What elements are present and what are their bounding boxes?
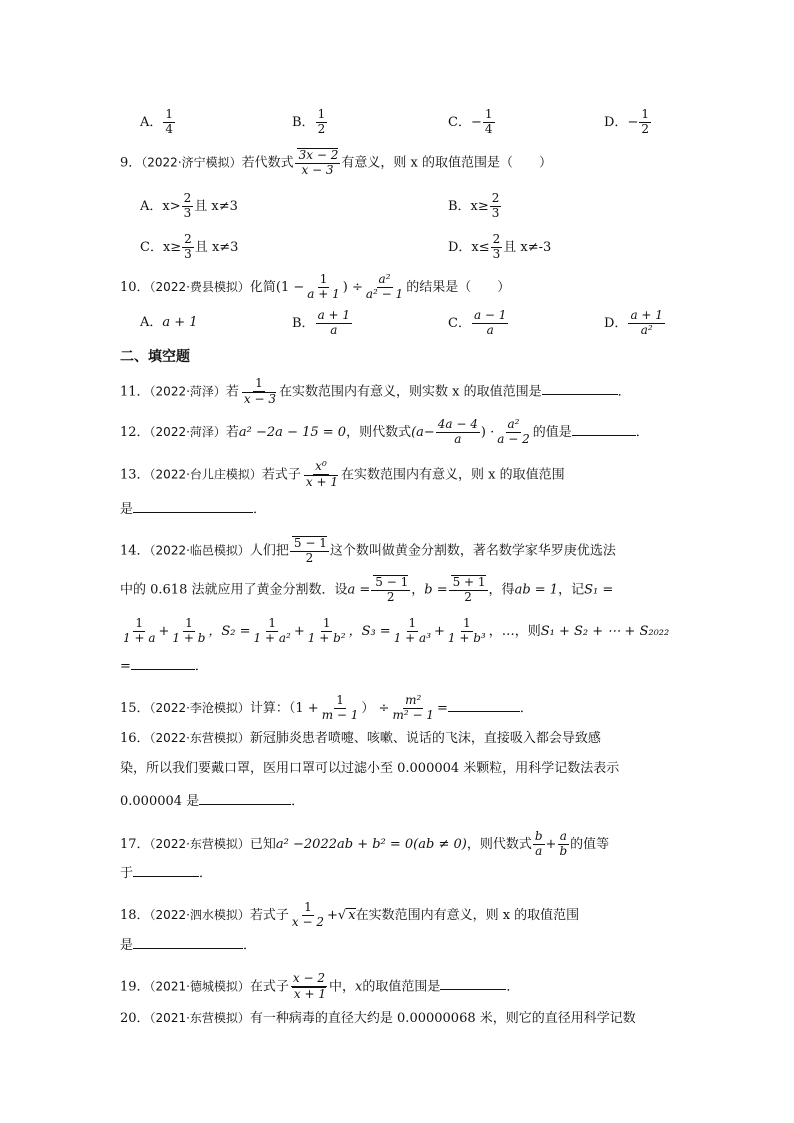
question-11: 11．（2022·菏泽）若 $\frac{1}{x - 3}$ 在实数范围内有意义，则实数 x 的取值范围是 ． — [120, 376, 631, 406]
fraction: $\frac{2}{3}$ — [184, 232, 192, 261]
fraction: $\frac{1}{1 + a}$ — [123, 616, 156, 645]
q8-option-d: D．− $\frac{1}{2}$ — [604, 107, 649, 136]
fraction: $\frac{1}{\text{1 + b²}}$ — [307, 616, 346, 645]
question-source: （2022·济宁模拟） — [141, 155, 242, 170]
question-source: （2022·费县模拟） — [149, 279, 250, 294]
question-10: 10．（2022·费县模拟）化简(1 − $\frac{1}{a + 1}$ ) ÷ $\frac{\text{a²}}{\text{a² − 1}}$ 的结果是（ ） — [120, 272, 511, 301]
fraction: $\frac{5 - 1}{2}$ — [290, 536, 329, 566]
fraction: $\frac{3x - 2}{x - 3}$ — [295, 148, 341, 178]
question-number: 20． — [120, 1011, 150, 1026]
question-source: （2022·东营模拟） — [149, 731, 250, 745]
fraction: $\frac{4a - 4}{a}$ — [437, 417, 478, 446]
question-number: 17． — [120, 836, 150, 852]
question-number: 13． — [120, 467, 150, 483]
fraction: $\frac{\text{a²}}{a - 2}$ — [497, 417, 530, 446]
fraction: $\frac{2}{3}$ — [491, 191, 500, 220]
fraction: $\frac{\text{m²}}{\text{m² − 1}}$ — [392, 693, 434, 722]
fraction: $\frac{1}{\text{1 + a³}}$ — [393, 616, 432, 645]
option-label: C． — [448, 114, 471, 130]
question-source: （2022·泗水模拟） — [149, 907, 250, 922]
question-number: 15． — [120, 700, 150, 716]
question-number: 9． — [120, 155, 142, 171]
question-18: 18．（2022·泗水模拟）若式子 $\frac{1}{x - 2}$ +√ x在实数范围内有意义，则 x 的取值范围 — [120, 900, 580, 929]
q9-option-a: A．x> $\frac{2}{3}$ 且 x≠3 — [140, 191, 238, 220]
q10-option-a: A．a + 1 — [140, 315, 198, 330]
fraction: $\frac{a + 1}{a}$ — [317, 308, 351, 337]
question-13-line-2: 是 ． — [120, 502, 267, 517]
fraction: $\frac{a - 1}{a}$ — [473, 308, 507, 337]
fraction: $\frac{1}{a + 1}$ — [307, 272, 340, 301]
question-14-line-2: 中的 0.618 法就应用了黄金分割数．设a = $\frac{5 - 1}{2}$ ，b = $\frac{5 + 1}{2}$ ，得ab = 1，记S₁ = — [120, 575, 614, 604]
option-label: D． — [604, 114, 628, 130]
fraction: $\frac{1}{2}$ — [641, 107, 649, 136]
q8-option-b — [292, 108, 328, 137]
question-source: （2022·临邑模拟） — [149, 543, 250, 558]
question-13: 13．（2022·台儿庄模拟）若式子 $\frac{\text{x⁰}}{x + 1}$ 在实数范围内有意义，则 x 的取值范围 — [120, 459, 565, 489]
question-source: （2022·菏泽） — [149, 384, 226, 399]
question-17-line-2: 于 ． — [120, 866, 213, 881]
answer-blank[interactable] — [440, 977, 506, 990]
question-number: 12． — [120, 424, 150, 440]
q10-option-b: B． $\frac{a + 1}{a}$ — [292, 308, 351, 337]
fraction: $\frac{b}{a}$ — [534, 829, 543, 858]
question-14: 14．（2022·临邑模拟）人们把 $\frac{5 - 1}{2}$ 这个数叫做黄金分割数，著名数学家华罗庚优选法 — [120, 536, 616, 565]
question-number: 10． — [120, 279, 150, 295]
question-source: （2022·李沧模拟） — [149, 700, 250, 715]
option-label: B． — [292, 114, 315, 130]
question-source: （2022·菏泽） — [149, 424, 226, 439]
question-14-line-4: = ． — [120, 659, 208, 674]
fraction: $\frac{1}{2}$ — [317, 107, 326, 136]
fraction: $\frac{1}{x - 3}$ — [243, 376, 277, 406]
question-16: 16．（2022·东营模拟）新冠肺炎患者喷嚏、咳嗽、说话的飞沫，直接吸入都会导致感 — [120, 731, 601, 746]
question-source: （2022·东营模拟） — [149, 836, 250, 851]
question-16-line-2: 染，所以我们要戴口罩，医用口罩可以过滤小至 0.000004 米颗粒，用科学记数法表示 — [120, 761, 620, 776]
fraction: $\frac{a + 1}{\text{a²}}$ — [630, 308, 663, 337]
question-9: 9．（2022·济宁模拟）若代数式 $\frac{3x - 2}{x - 3}$ 有意义，则 x 的取值范围是（ ） — [120, 148, 552, 177]
question-17: 17．（2022·东营模拟）已知a² −2022ab + b² = 0(ab ≠ 0)，则代数式 $\frac{b}{a}$ + $\frac{a}{b}$ 的值等 — [120, 829, 610, 858]
q10-option-c: C． $\frac{a - 1}{a}$ — [448, 308, 507, 337]
fraction: $\frac{1}{1 + b}$ — [172, 616, 206, 645]
answer-blank[interactable] — [133, 864, 199, 877]
answer-blank[interactable] — [448, 699, 520, 712]
option-label: A． — [140, 114, 163, 130]
question-15: 15．（2022·李沧模拟）计算：（1 + $\frac{1}{m - 1}$ ） ÷ $\frac{\text{m²}}{\text{m² − 1}}$ = ． — [120, 693, 533, 722]
answer-blank[interactable] — [133, 936, 243, 949]
answer-blank[interactable] — [199, 792, 291, 805]
question-12: 12．（2022·菏泽）若a² −2a − 15 = 0，则代数式(a− $\frac{4a - 4}{a}$ ) · $\frac{\text{a²}}{a - 2}$ 的值是 ． — [120, 417, 649, 446]
fraction: $\frac{1}{\text{1 + a²}}$ — [253, 616, 291, 645]
answer-blank[interactable] — [572, 423, 636, 436]
answer-blank[interactable] — [133, 500, 253, 513]
q9-option-d: D．x≤ $\frac{2}{3}$ 且 x≠-3 — [448, 232, 552, 261]
q9-option-c: C．x≥ $\frac{2}{3}$ 且 x≠3 — [140, 232, 239, 261]
question-16-line-3: 0.000004 是 ． — [120, 794, 305, 809]
fraction: $\frac{1}{4}$ — [484, 107, 493, 136]
fraction: $\frac{1}{x - 2}$ — [291, 900, 325, 929]
question-18-line-2: 是 ． — [120, 938, 257, 953]
fraction: $\frac{a}{b}$ — [559, 829, 568, 858]
question-19: 19．（2021·德城模拟）在式子 $\frac{x - 2}{x + 1}$ 中，x的取值范围是 ． — [120, 971, 520, 1001]
fraction: $\frac{2}{3}$ — [492, 232, 501, 261]
q8-option-c: C．− $\frac{1}{4}$ — [448, 107, 493, 136]
q8-option-a — [140, 108, 176, 137]
fraction: $\frac{1}{\text{1 + b³}}$ — [447, 616, 486, 645]
fraction: $\frac{1}{m - 1}$ — [321, 693, 359, 722]
question-number: 18． — [120, 907, 150, 923]
fraction: $\frac{x - 2}{x + 1}$ — [292, 971, 327, 1001]
question-source: （2021·东营模拟） — [149, 1011, 250, 1025]
question-14-line-3: $\frac{1}{1 + a}$ + $\frac{1}{1 + b}$ ，S₂ = $\frac{1}{\text{1 + a²}}$ + $\frac{1}{\text{1 + b²}}$ ，S₃ = $\frac{1}{\text{1 + a³}}$ + $\frac{1}{\text{1 + b³}}$ ，…，则S₁ + S₂ + ⋯ + S₂₀₂₂ — [123, 616, 670, 645]
question-20: 20．（2021·东营模拟）有一种病毒的直径大约是 0.00000068 米，则它的直径用科学记数 — [120, 1011, 636, 1026]
question-source: （2021·德城模拟） — [149, 979, 250, 994]
question-number: 11． — [120, 384, 150, 400]
fraction: $\frac{\text{a²}}{\text{a² − 1}}$ — [365, 272, 404, 301]
fraction: $\frac{\text{x⁰}}{x + 1}$ — [305, 459, 339, 489]
answer-blank[interactable] — [131, 657, 195, 670]
section-heading: 二、填空题 — [120, 349, 190, 365]
answer-blank[interactable] — [542, 382, 618, 395]
fraction: $\frac{5 - 1}{2}$ — [371, 575, 410, 605]
q10-option-d: D． $\frac{a + 1}{\text{a²}}$ — [604, 308, 663, 337]
fraction: $\frac{2}{3}$ — [183, 191, 192, 220]
fraction: $\frac{5 + 1}{2}$ — [449, 575, 488, 605]
question-number: 16． — [120, 731, 150, 746]
fraction: $\frac{1}{4}$ — [165, 107, 174, 136]
q9-option-b: B．x≥ $\frac{2}{3}$ — [448, 191, 500, 220]
question-number: 14． — [120, 543, 150, 559]
question-number: 19． — [120, 979, 150, 995]
question-source: （2022·台儿庄模拟） — [149, 467, 262, 482]
